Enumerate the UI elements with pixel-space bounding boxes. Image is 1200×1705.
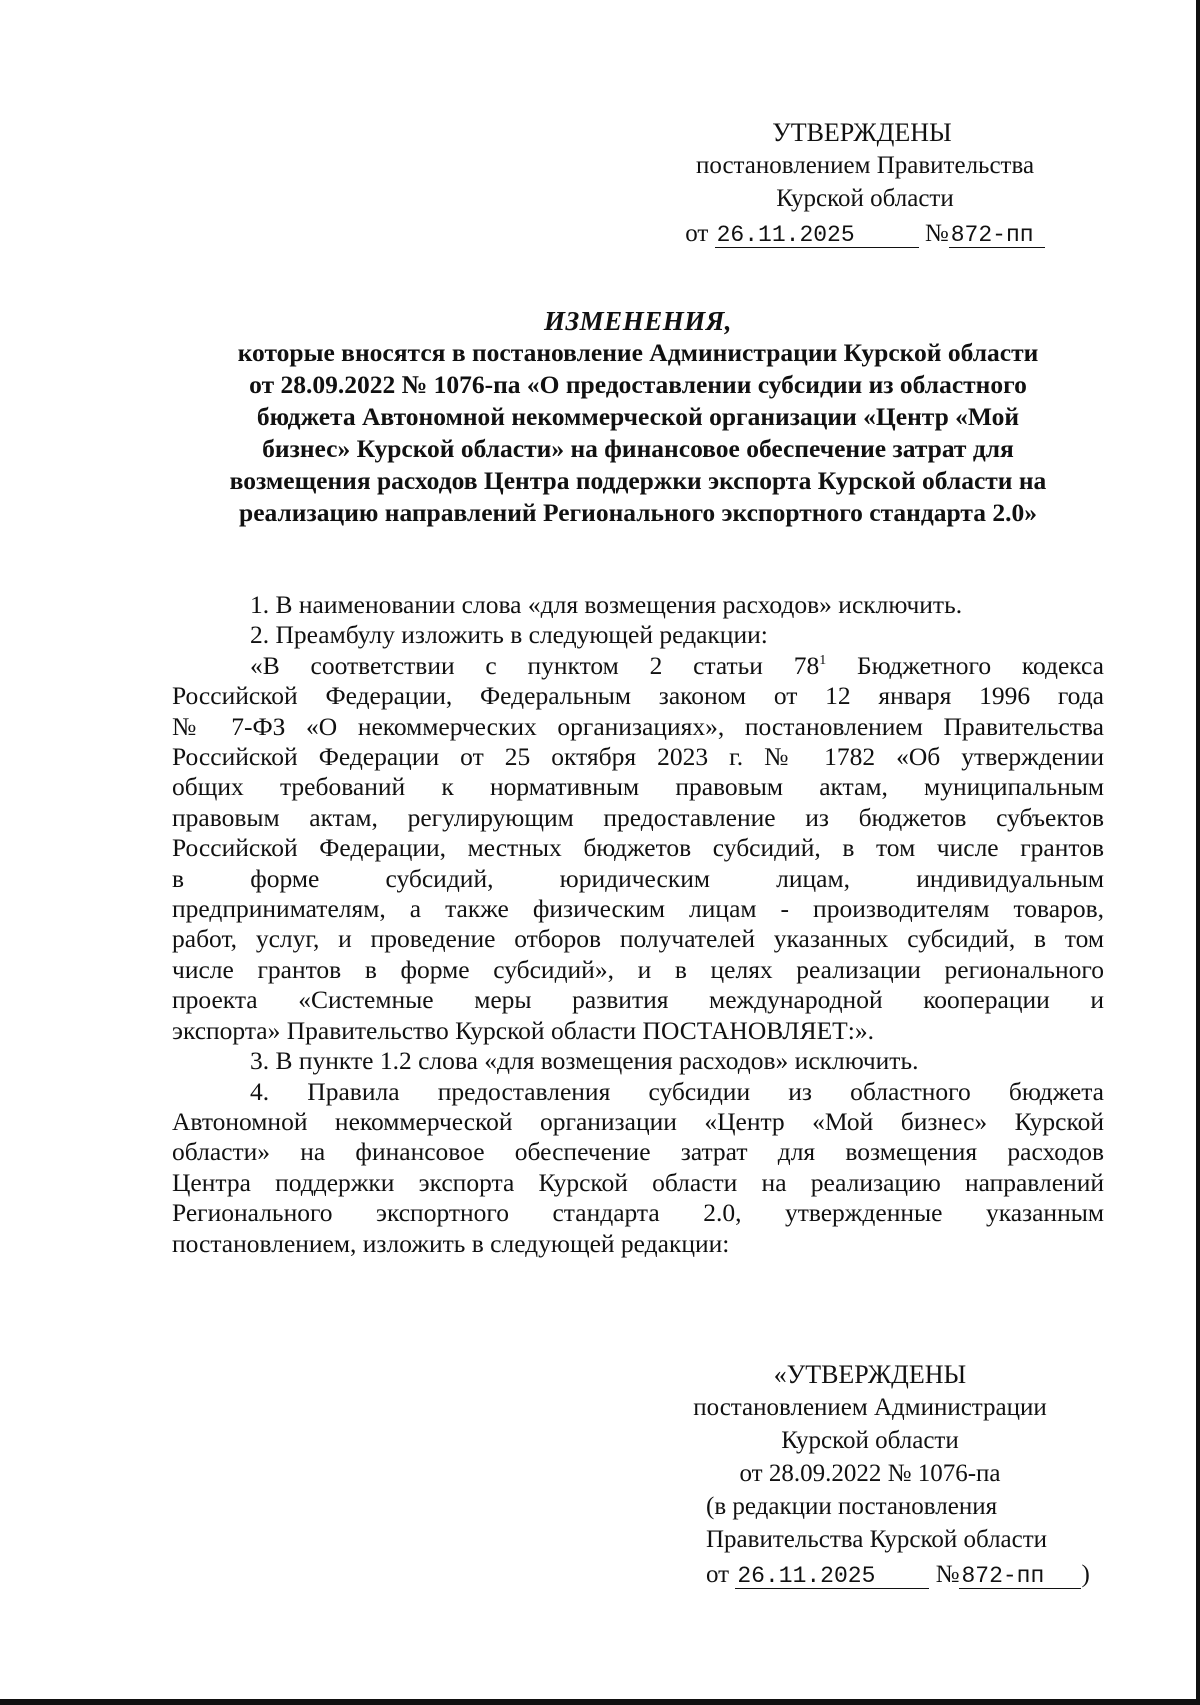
- header-approval-block: [650, 116, 1080, 250]
- footer-number: 872-пп: [959, 1564, 1081, 1589]
- header-approval-date-line: [650, 217, 1080, 250]
- footer-approval-original-ref: от 28.09.2022 № 1076-па: [739, 1460, 1001, 1487]
- item-4-line: Центра поддержки экспорта Курской области на реализацию направлений: [172, 1167, 1104, 1197]
- header-date: 26.11.2025: [715, 223, 919, 248]
- footer-close-paren: ): [1081, 1561, 1090, 1588]
- preamble-first-line: [172, 651, 1104, 681]
- preamble-line: общих требований к нормативным правовым актам, муниципальным: [172, 772, 1104, 802]
- item-3: 3. В пункте 1.2 слова «для возмещения расходов» исключить.: [250, 1046, 919, 1076]
- header-approval-issuer: постановлением Правительства: [695, 152, 1035, 179]
- preamble-first-pre: «В соответствии с пунктом 2 статьи 78: [250, 650, 820, 680]
- header-approval-region: Курской области: [776, 185, 954, 212]
- scan-edge-bottom: [0, 1699, 1200, 1705]
- preamble-line: Российской Федерации, местных бюджетов субсидий, в том числе грантов: [172, 833, 1104, 863]
- preamble-line: Российской Федерации от 25 октября 2023 г. № 1782 «Об утверждении: [172, 742, 1104, 772]
- preamble-first-post: Бюджетного кодекса: [826, 650, 1104, 680]
- preamble-last-line: экспорта» Правительство Курской области ПОСТАНОВЛЯЕТ:».: [172, 1015, 874, 1045]
- title-line: реализацию направлений Регионального экспортного стандарта 2.0»: [239, 498, 1037, 527]
- footer-approval-title: «УТВЕРЖДЕНЫ: [773, 1360, 967, 1389]
- item-4-line: Автономной некоммерческой организации «Центр «Мой бизнес» Курской: [172, 1106, 1104, 1136]
- header-approval-title: УТВЕРЖДЕНЫ: [772, 118, 952, 147]
- preamble-line: работ, услуг, и проведение отборов получателей указанных субсидий, в том: [172, 924, 1104, 954]
- preamble-line: числе грантов в форме субсидий», и в целях реализации регионального: [172, 954, 1104, 984]
- preamble-line: правовым актам, регулирующим предоставление из бюджетов субъектов: [172, 802, 1104, 832]
- document-title: [172, 305, 1104, 529]
- title-line: которые вносятся в постановление Администрации Курской области: [237, 338, 1039, 367]
- footer-approval-revision-issuer: Правительства Курской области: [706, 1526, 1048, 1553]
- footer-date: 26.11.2025: [735, 1564, 929, 1589]
- footer-approval-region: Курской области: [781, 1427, 959, 1454]
- title-line: бизнес» Курской области» на финансовое обеспечение затрат для: [262, 434, 1014, 463]
- footer-approval-date-line: [640, 1558, 1100, 1591]
- item-4-last-line: постановлением, изложить в следующей редакции:: [172, 1228, 730, 1258]
- title-line: возмещения расходов Центра поддержки экспорта Курской области на: [229, 466, 1047, 495]
- preamble-line: проекта «Системные меры развития международной кооперации и: [172, 985, 1104, 1015]
- preamble-line: в форме субсидий, юридическим лицам, индивидуальным: [172, 863, 1104, 893]
- item-4-first-line: 4. Правила предоставления субсидии из областного бюджета: [250, 1076, 1104, 1106]
- header-from-label: от: [685, 220, 709, 247]
- document-body: [172, 590, 1104, 1259]
- header-number-label: №: [924, 220, 949, 247]
- preamble-superscript: 1: [819, 652, 827, 668]
- header-number: 872-пп: [949, 223, 1045, 248]
- item-4-line: Регионального экспортного стандарта 2.0, утвержденные указанным: [172, 1198, 1104, 1228]
- title-line: бюджета Автономной некоммерческой организации «Центр «Мой: [256, 402, 1020, 431]
- item-1: 1. В наименовании слова «для возмещения расходов» исключить.: [250, 590, 963, 619]
- title-line: от 28.09.2022 № 1076-па «О предоставлении субсидии из областного: [249, 370, 1027, 399]
- preamble-line: Российской Федерации, Федеральным законом от 12 января 1996 года: [172, 681, 1104, 711]
- footer-from-label: от: [706, 1561, 730, 1588]
- footer-approval-revision: (в редакции постановления: [706, 1493, 998, 1520]
- preamble-line: № 7-ФЗ «О некоммерческих организациях», постановлением Правительства: [172, 711, 1104, 741]
- footer-approval-issuer: постановлением Администрации: [693, 1394, 1047, 1421]
- item-2: 2. Преамбулу изложить в следующей редакции:: [250, 620, 768, 650]
- scan-edge-right: [1196, 0, 1200, 1705]
- preamble-line: предпринимателям, а также физическим лицам - производителям товаров,: [172, 894, 1104, 924]
- item-4-line: области» на финансовое обеспечение затрат для возмещения расходов: [172, 1137, 1104, 1167]
- title-heading: ИЗМЕНЕНИЯ,: [543, 306, 733, 336]
- footer-approval-block: [640, 1358, 1100, 1591]
- footer-number-label: №: [935, 1561, 960, 1588]
